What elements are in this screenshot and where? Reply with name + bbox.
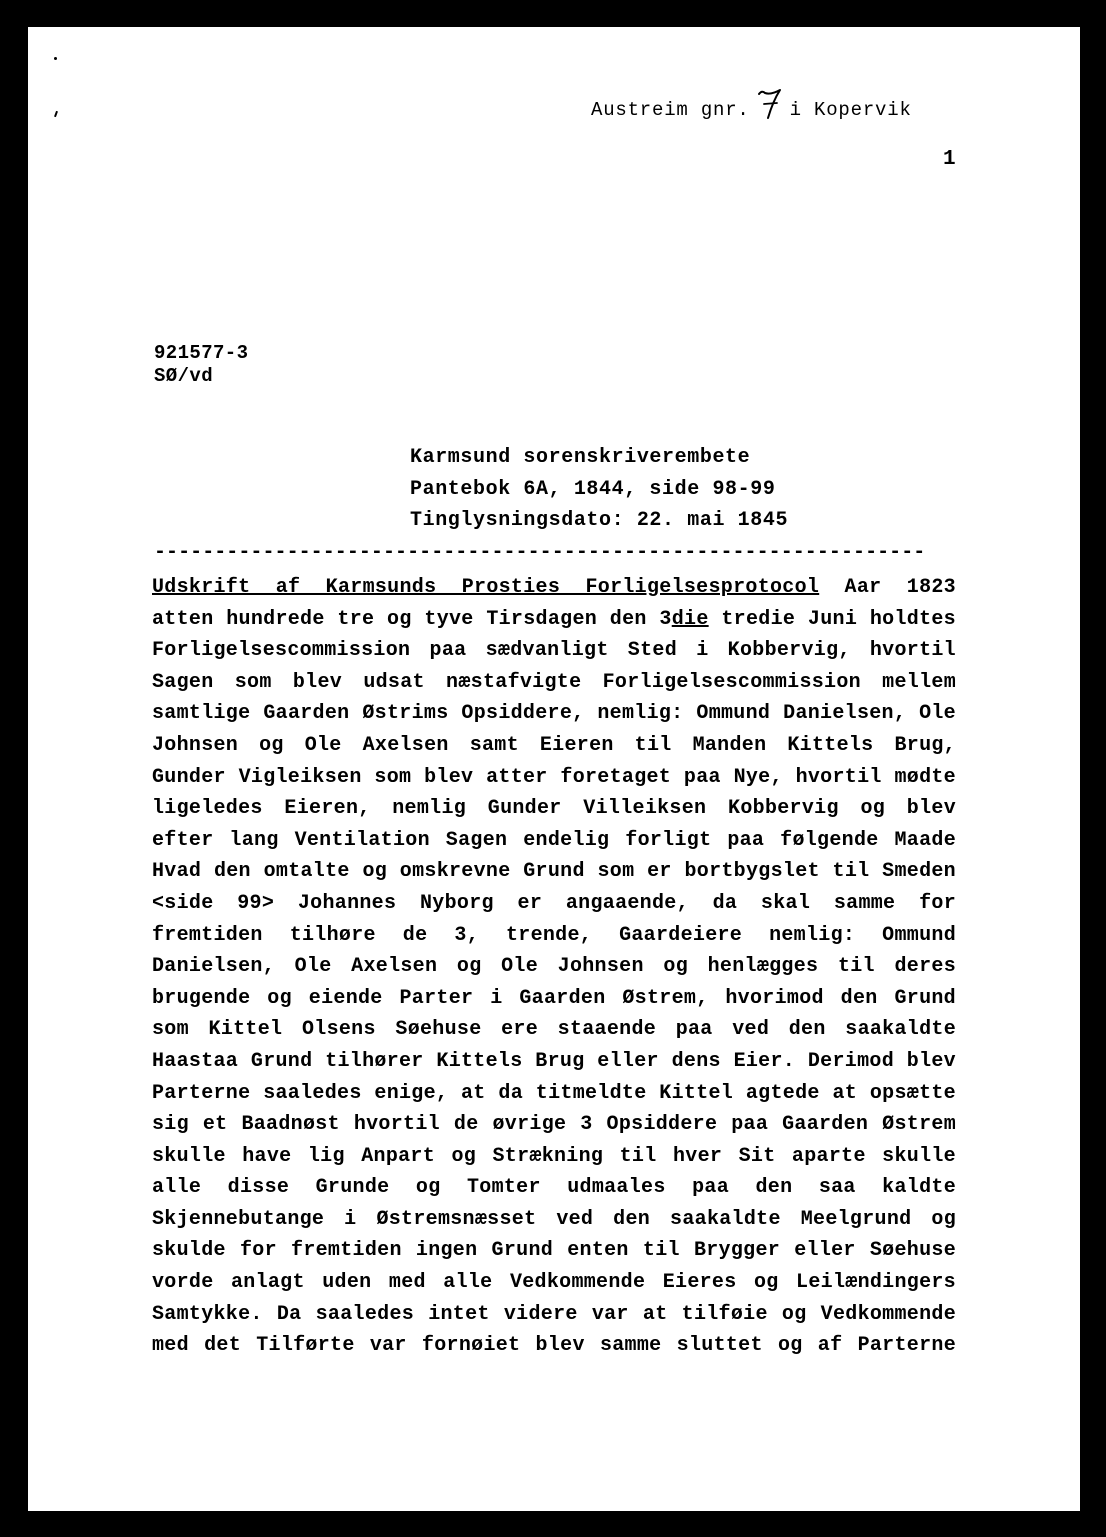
source-book: Pantebok 6A, 1844, side 98-99 (410, 478, 776, 501)
case-initials: SØ/vd (154, 365, 214, 387)
page-header (591, 87, 912, 127)
body-line: vorde anlagt uden med alle Vedkommende Eieres og Leilændingers (152, 1271, 956, 1295)
body-line-text: tredie Juni holdtes (708, 607, 956, 631)
case-number: 921577-3 (154, 342, 249, 364)
body-line: brugende og eiende Parter i Gaarden Østrem, hvorimod den Grund (152, 986, 956, 1010)
header-prefix: Austreim gnr. (591, 99, 750, 121)
body-line: Haastaa Grund tilhører Kittels Brug eller dens Eier. Derimod blev (152, 1049, 956, 1073)
body-line: alle disse Grunde og Tomter udmaales paa den saa kaldte (152, 1176, 956, 1200)
body-line: som Kittel Olsens Søehuse ere staaende paa ved den saakaldte (152, 1018, 956, 1042)
source-office: Karmsund sorenskriverembete (410, 446, 751, 469)
transcription-body (152, 572, 956, 1362)
body-line-text: atten hundrede tre og tyve Tirsdagen den 3 (152, 607, 672, 631)
body-line: skulde for fremtiden ingen Grund enten til Brygger eller Søehuse (152, 1239, 956, 1263)
registration-date: Tinglysningsdato: 22. mai 1845 (410, 509, 789, 532)
body-line: Samtykke. Da saaledes intet videre var at tilføie og Vedkommende (152, 1302, 956, 1326)
handwritten-seven-glyph (756, 87, 784, 121)
body-line: fremtiden tilhøre de 3, trende, Gaardeiere nemlig: Ommund (152, 923, 956, 947)
body-line: efter lang Ventilation Sagen endelig forligt paa følgende Maade (152, 828, 956, 852)
body-line: med det Tilførte var fornøiet blev samme sluttet og af Parterne (152, 1334, 956, 1358)
body-line: skulle have lig Anpart og Strækning til hver Sit aparte skulle (152, 1144, 956, 1168)
body-line: Parterne saaledes enige, at da titmeldte Kittel agtede at opsætte (152, 1081, 956, 1105)
body-line: Sagen som blev udsat næstafvigte Forligelsescommission mellem (152, 670, 956, 694)
document-title: Udskrift af Karmsunds Prosties Forligelsesprotocol (152, 576, 820, 599)
body-line: Forligelsescommission paa sædvanligt Sted i Kobbervig, hvortil (152, 639, 956, 663)
body-line: samtlige Gaarden Østrims Opsiddere, nemlig: Ommund Danielsen, Ole (152, 702, 956, 726)
body-line: Gunder Vigleiksen som blev atter foretaget paa Nye, hvortil mødte (152, 765, 956, 789)
page-number: 1 (943, 148, 956, 171)
body-line: Johnsen og Ole Axelsen samt Eieren til Manden Kittels Brug, (152, 733, 956, 757)
document-page (28, 27, 1080, 1511)
header-suffix: i Kopervik (789, 99, 912, 121)
body-line (152, 572, 956, 604)
body-line (152, 604, 956, 636)
body-line: Danielsen, Ole Axelsen og Ole Johnsen og henlægges til deres (152, 955, 956, 979)
body-line-text: Aar 1823 (844, 576, 956, 599)
divider-line: ---------------------------------------------------------------- (154, 541, 926, 563)
body-line: ligeledes Eieren, nemlig Gunder Villeiksen Kobbervig og blev (152, 797, 956, 821)
body-line: Skjennebutange i Østremsnæsset ved den saakaldte Meelgrund og (152, 1207, 956, 1231)
body-line: Hvad den omtalte og omskrevne Grund som er bortbygslet til Smeden (152, 860, 956, 884)
underlined-ordinal: die (671, 607, 709, 631)
body-line: sig et Baadnøst hvortil de øvrige 3 Opsiddere paa Gaarden Østrem (152, 1113, 956, 1137)
body-line: <side 99> Johannes Nyborg er angaaende, da skal samme for (152, 891, 956, 915)
scan-mark (54, 111, 58, 117)
scan-speck (54, 57, 57, 60)
handwritten-number (756, 87, 784, 127)
